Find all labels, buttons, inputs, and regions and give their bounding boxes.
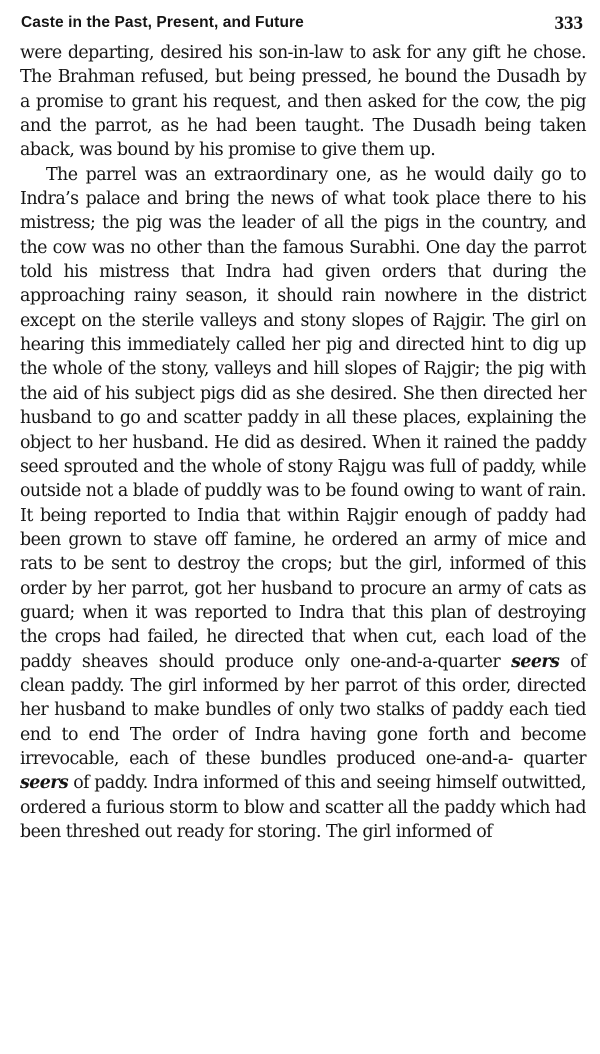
running-head [21, 14, 583, 38]
paragraph-2 [20, 163, 586, 845]
paragraph-1 [20, 41, 586, 163]
italic-term-seers: seers [20, 773, 69, 794]
paragraph-2-text-b: of clean paddy. The girl informed by her parrot of this order, directed her husband to make bundles of only two stalks of paddy each tied end to end The order of Indra having gone forth and become irrevocable, each of these bundles produced one-and-a- quarter [20, 651, 586, 769]
body-text [20, 41, 586, 844]
running-title: Caste in the Past, Present, and Future [21, 14, 304, 31]
paragraph-2-text-a: The parrel was an extraordinary one, as he would daily go to Indra’s palace and bring the news of what took place there to his mistress; the pig was the leader of all the pigs in the country, and the cow was no other than the famous Surabhi. One day the parrot told his mistress that Indra had given orders that during the approaching rainy season, it should rain nowhere in the district except on the sterile valleys and stony slopes of Rajgir. The girl on hearing this immediately called her pig and directed hint to dig up the whole of the stony, valleys and hill slopes of Rajgir; the pig with the aid of his subject pigs did as she desired. She then directed her husband to go and scatter paddy in all these places, explaining the object to her husband. He did as desired. When it rained the paddy seed sprouted and the whole of stony Rajgu was full of paddy, while outside not a blade of puddly was to be found owing to want of rain. It being reported to India that within Rajgir enough of paddy had been grown to stave off famine, he ordered an army of mice and rats to be sent to destroy the crops; but the girl, informed of this order by her parrot, got her husband to procure an army of cats as guard; when it was reported to Indra that this plan of destroying the crops had failed, he directed that when cut, each load of the paddy sheaves should produce only one-and-a-quarter [20, 164, 586, 672]
paragraph-1-text: were departing, desired his son-in-law to ask for any gift he chose. The Brahman refused, but being pressed, he bound the Dusadh by a promise to grant his request, and then asked for the cow, the pig and the parrot, as he had been taught. The Dusadh being taken aback, was bound by his promise to give them up. [20, 43, 586, 161]
paragraph-2-text-c: of paddy. Indra informed of this and seeing himself outwitted, ordered a furious storm to blow and scatter all the paddy which had been threshed out ready for storing. The girl informed of [20, 773, 586, 842]
italic-term-seers: seers [511, 651, 560, 672]
page-number: 333 [554, 13, 583, 34]
